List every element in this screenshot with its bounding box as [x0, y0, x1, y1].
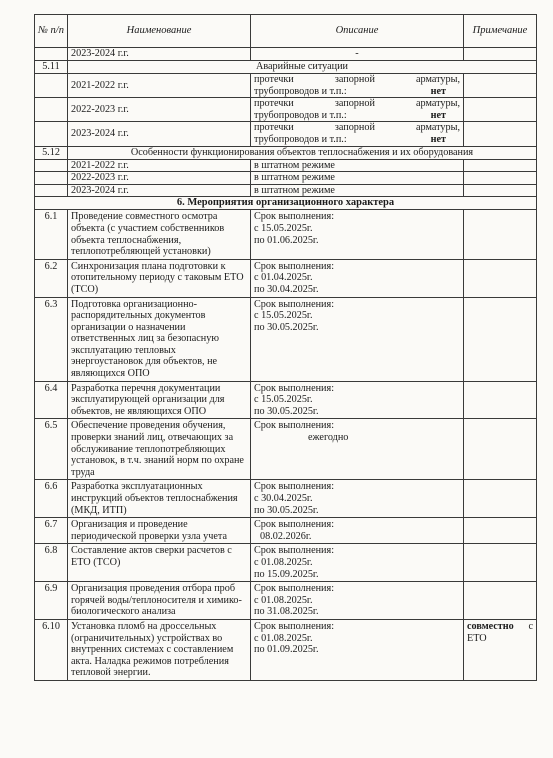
table-row	[35, 582, 537, 620]
row-desc	[251, 419, 464, 480]
table-row	[35, 210, 537, 259]
row-note	[464, 172, 537, 185]
desc-line: по 30.05.2025г.	[254, 504, 319, 516]
row-note	[464, 518, 537, 544]
table-row	[35, 381, 537, 419]
row-num: 6.7	[35, 518, 68, 544]
row-name: Установка пломб на дроссельных (ограничительных) устройствах во внутренних системах с составлением акта. Наладка режимов потребления тепловой энергии.	[68, 619, 251, 680]
row-num: 6.8	[35, 544, 68, 582]
row-name: Синхронизация плана подготовки к отопительному периоду с таковым ЕТО (ТСО)	[68, 259, 251, 297]
desc-value: нет	[430, 133, 446, 145]
row-desc: в штатном режиме	[251, 184, 464, 197]
desc-line: с 30.04.2025г.	[254, 493, 313, 504]
row-desc	[251, 381, 464, 419]
row-num: 6.5	[35, 419, 68, 480]
row-note	[464, 480, 537, 518]
note-word: с	[528, 620, 533, 632]
row-name: 2023-2024 г.г.	[68, 48, 251, 61]
row-num: 6.3	[35, 297, 68, 381]
row-desc	[251, 544, 464, 582]
desc-line: Срок выполнения:	[254, 545, 335, 557]
table-row	[35, 74, 537, 98]
row-num	[35, 98, 68, 122]
row-note	[464, 544, 537, 582]
desc-line: с 01.08.2025г.	[254, 556, 313, 568]
desc-line: трубопроводов и т.п.:	[254, 109, 347, 121]
row-note	[464, 297, 537, 381]
section-header-row	[35, 197, 537, 210]
row-note	[464, 74, 537, 98]
table-row	[35, 480, 537, 518]
row-note	[464, 419, 537, 480]
row-num: 6.2	[35, 259, 68, 297]
desc-line: с 15.05.2025г.	[254, 394, 313, 406]
row-note	[464, 619, 537, 680]
desc-line: Срок выполнения:	[254, 382, 335, 394]
row-desc	[251, 122, 464, 146]
table-row	[35, 172, 537, 185]
desc-value: нет	[430, 85, 446, 97]
note-word: совместно	[467, 620, 514, 632]
row-name: Составление актов сверки расчетов с ЕТО (ТСО)	[68, 544, 251, 582]
row-num	[35, 74, 68, 98]
row-name: 2023-2024 г.г.	[68, 184, 251, 197]
table-row	[35, 297, 537, 381]
desc-line: 08.02.2026г.	[260, 530, 312, 542]
row-name: Разработка перечня документации эксплуатирующей организации для объектов, не являющихся ОПО	[68, 381, 251, 419]
row-num	[35, 122, 68, 146]
row-note	[464, 98, 537, 122]
desc-line: трубопроводов и т.п.:	[254, 85, 347, 97]
row-num: 6.10	[35, 619, 68, 680]
table-row	[35, 159, 537, 172]
desc-line: протечки запорной арматуры,	[254, 98, 460, 110]
row-num: 6.1	[35, 210, 68, 259]
desc-line: с 15.05.2025г.	[254, 310, 313, 322]
row-num: 6.6	[35, 480, 68, 518]
row-num: 6.4	[35, 381, 68, 419]
row-desc	[251, 210, 464, 259]
desc-line: по 30.04.2025г.	[254, 283, 319, 295]
row-name: Подготовка организационно-распорядительных документов организации о назначении ответственных лиц за безопасную эксплуатацию тепловых энергоустановок для объектов, не являющихся ОПО	[68, 297, 251, 381]
section-title: 6. Мероприятия организационного характера	[35, 197, 537, 210]
row-num: 5.12	[35, 146, 68, 159]
row-desc	[251, 619, 464, 680]
desc-line: по 01.09.2025г.	[254, 644, 319, 656]
table-row	[35, 544, 537, 582]
row-note	[464, 259, 537, 297]
row-note	[464, 122, 537, 146]
row-note	[464, 159, 537, 172]
row-note	[464, 184, 537, 197]
desc-line: Срок выполнения:	[254, 260, 335, 272]
row-name: Разработка эксплуатационных инструкций объектов теплоснабжения (МКД, ИТП)	[68, 480, 251, 518]
row-desc	[251, 297, 464, 381]
document-page	[34, 14, 536, 681]
row-num	[35, 172, 68, 185]
row-desc: в штатном режиме	[251, 172, 464, 185]
desc-line: Срок выполнения:	[254, 211, 335, 223]
desc-line: Срок выполнения:	[254, 298, 335, 310]
row-title: Особенности функционирования объектов теплоснабжения и их оборудования	[68, 146, 537, 159]
row-name: 2021-2022 г.г.	[68, 74, 251, 98]
row-note	[464, 210, 537, 259]
row-desc: в штатном режиме	[251, 159, 464, 172]
desc-line: протечки запорной арматуры,	[254, 122, 460, 134]
row-name: 2021-2022 г.г.	[68, 159, 251, 172]
table-row	[35, 184, 537, 197]
desc-line: с 15.05.2025г.	[254, 222, 313, 234]
note-line	[467, 621, 533, 633]
table-row	[35, 98, 537, 122]
row-desc	[251, 259, 464, 297]
desc-line: Срок выполнения:	[254, 620, 335, 632]
header-desc: Описание	[251, 15, 464, 48]
row-desc	[251, 582, 464, 620]
desc-line: с 01.08.2025г.	[254, 594, 313, 606]
desc-line: трубопроводов и т.п.:	[254, 133, 347, 145]
desc-line: Срок выполнения:	[254, 583, 335, 595]
table-row	[35, 259, 537, 297]
row-desc	[251, 518, 464, 544]
table-row	[35, 122, 537, 146]
desc-line: Срок выполнения:	[254, 481, 335, 493]
desc-line: протечки запорной арматуры,	[254, 74, 460, 85]
desc-value: нет	[430, 109, 446, 121]
row-name: Проведение совместного осмотра объекта (с участием собственников объекта теплоснабжения, теплопотребляющей установки)	[68, 210, 251, 259]
row-num	[35, 48, 68, 61]
table-row	[35, 518, 537, 544]
note-line: ЕТО	[467, 632, 487, 644]
table-row	[35, 419, 537, 480]
measures-table	[34, 14, 537, 681]
desc-line: по 01.06.2025г.	[254, 234, 319, 246]
row-name: Организация проведения отбора проб горячей воды/теплоносителя и химико-биологического анализа	[68, 582, 251, 620]
header-name: Наименование	[68, 15, 251, 48]
row-num: 5.11	[35, 61, 68, 74]
row-title: Аварийные ситуации	[68, 61, 537, 74]
header-note: Примечание	[464, 15, 537, 48]
row-name: 2022-2023 г.г.	[68, 172, 251, 185]
desc-line: по 15.09.2025г.	[254, 568, 319, 580]
row-name: 2022-2023 г.г.	[68, 98, 251, 122]
desc-line: по 30.05.2025г.	[254, 321, 319, 333]
row-desc	[251, 98, 464, 122]
table-row	[35, 61, 537, 74]
row-name: Обеспечение проведения обучения, проверки знаний лиц, отвечающих за обслуживание теплопотребляющих установок, в т.ч. знаний норм по охране труда	[68, 419, 251, 480]
desc-line: по 30.05.2025г.	[254, 405, 319, 417]
row-num	[35, 184, 68, 197]
row-note	[464, 48, 537, 61]
row-name: Организация и проведение периодической проверки узла учета	[68, 518, 251, 544]
row-desc	[251, 480, 464, 518]
header-num: № п/п	[35, 15, 68, 48]
row-num: 6.9	[35, 582, 68, 620]
desc-line: Срок выполнения:	[254, 519, 335, 531]
desc-line: с 01.04.2025г.	[254, 272, 313, 284]
row-note	[464, 582, 537, 620]
table-row	[35, 146, 537, 159]
row-num	[35, 159, 68, 172]
table-header-row	[35, 15, 537, 48]
row-desc: -	[251, 48, 464, 61]
desc-line: по 31.08.2025г.	[254, 606, 319, 618]
desc-line: Срок выполнения:	[254, 420, 335, 432]
row-desc	[251, 74, 464, 98]
table-row	[35, 48, 537, 61]
row-name: 2023-2024 г.г.	[68, 122, 251, 146]
desc-line: ежегодно	[308, 432, 349, 444]
row-note	[464, 381, 537, 419]
desc-line: с 01.08.2025г.	[254, 632, 313, 644]
table-row	[35, 619, 537, 680]
